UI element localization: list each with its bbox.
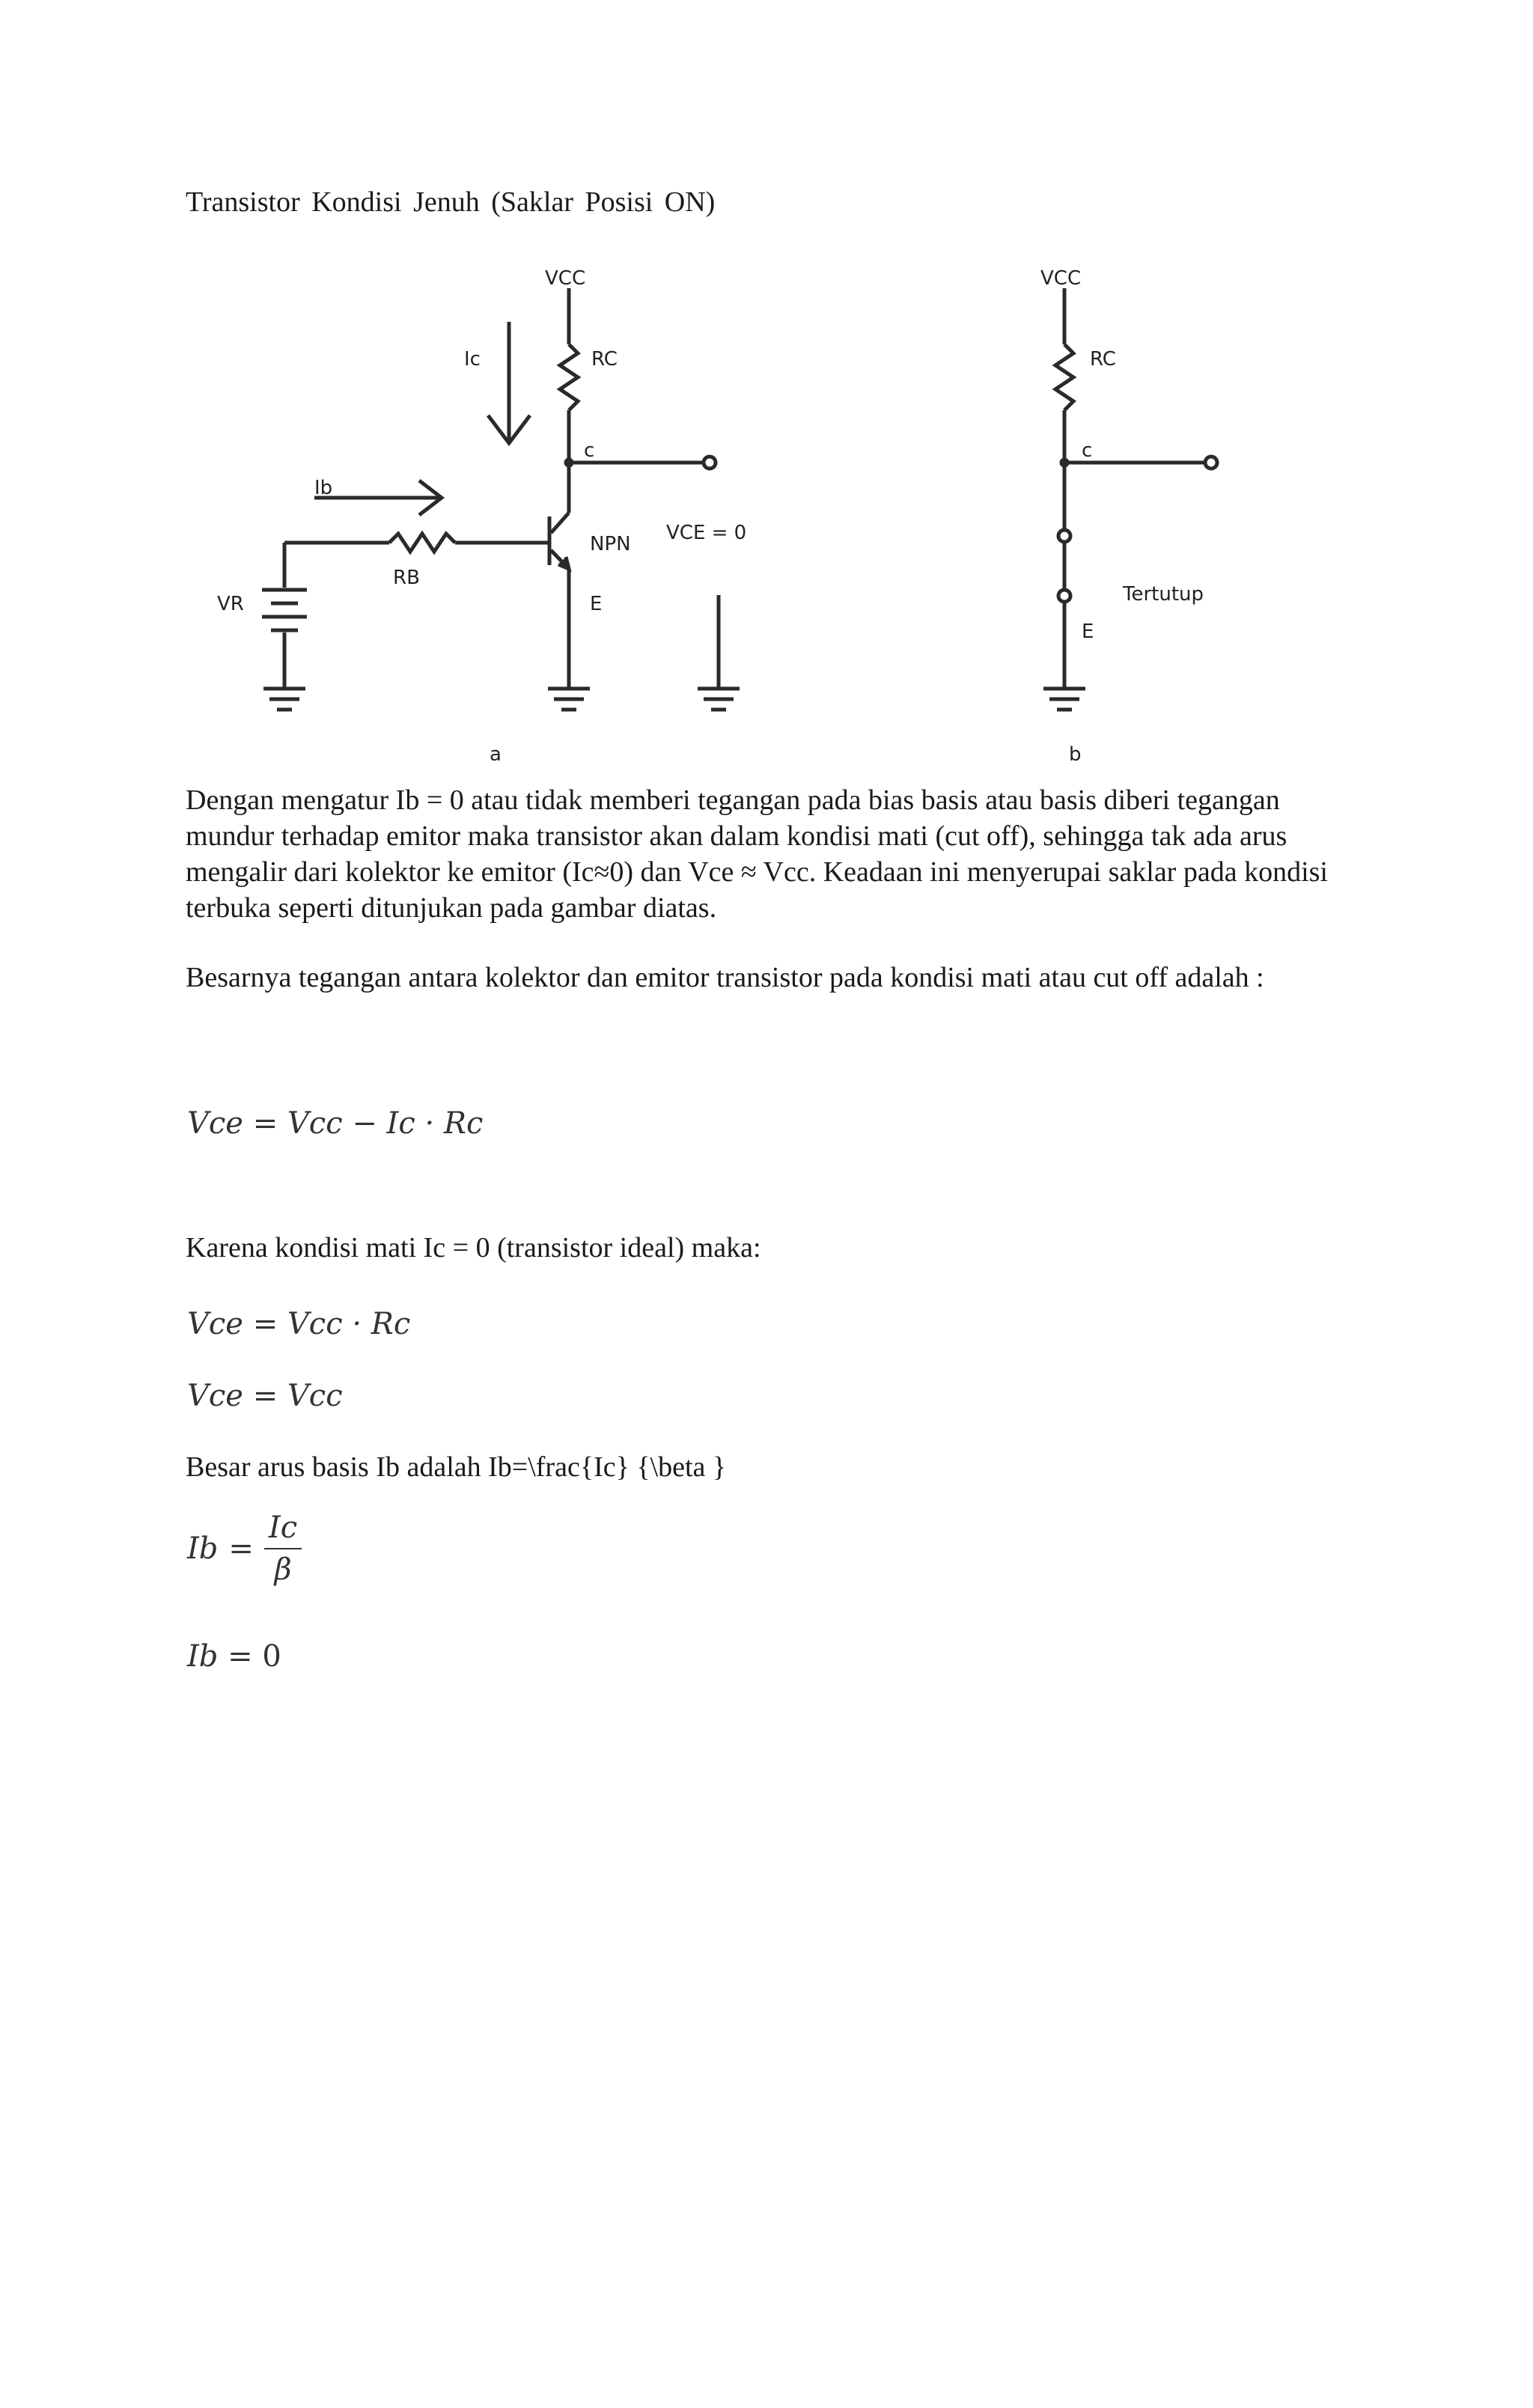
switch-contact-top xyxy=(1058,530,1070,542)
paragraph-base-current: Besar arus basis Ib adalah Ib=\frac{Ic} {\beta } xyxy=(186,1451,727,1483)
eq2-lhs: Vce xyxy=(187,1307,243,1341)
figure-caption-b: b xyxy=(1069,743,1082,766)
collector-terminal-b xyxy=(1205,457,1217,469)
rb-resistor xyxy=(389,534,455,552)
fraction-numerator: Ic xyxy=(264,1511,302,1549)
fraction xyxy=(264,1511,302,1587)
equation-vce-ideal xyxy=(187,1307,410,1341)
c-label-b: c xyxy=(1082,439,1093,462)
eq4-equals: = xyxy=(228,1531,254,1566)
vr-label: VR xyxy=(217,593,244,615)
rc-label-a: RC xyxy=(591,348,618,371)
eq3-lhs: Vce xyxy=(187,1379,243,1413)
eq4-lhs: Ib xyxy=(187,1531,219,1566)
e-label-a: E xyxy=(590,593,603,615)
eq3-equals: = xyxy=(252,1379,278,1413)
rb-label: RB xyxy=(393,567,420,589)
eq5-equals: = xyxy=(228,1639,253,1674)
e-label-b: E xyxy=(1082,621,1094,643)
collector-terminal-a xyxy=(704,457,716,469)
equation-vce-general xyxy=(187,1106,483,1141)
ic-label: Ic xyxy=(464,348,481,371)
circuit-figure xyxy=(202,254,1265,778)
paragraph-vce-intro: Besarnya tegangan antara kolektor dan emitor transistor pada kondisi mati atau cut off adalah : xyxy=(186,962,1264,993)
equation-vce-vcc xyxy=(187,1379,343,1413)
page-title: Transistor Kondisi Jenuh (Saklar Posisi ON) xyxy=(186,186,716,218)
eq2-rhs: Vcc · Rc xyxy=(287,1307,411,1341)
eq1-lhs: Vce xyxy=(187,1106,243,1141)
transistor-collector xyxy=(551,513,569,533)
rc-label-b: RC xyxy=(1090,348,1116,371)
vcc-label-a: VCC xyxy=(545,267,586,290)
rc-resistor-b xyxy=(1055,344,1073,410)
vcc-label-b: VCC xyxy=(1040,267,1082,290)
vce-label: VCE = 0 xyxy=(666,522,747,544)
eq3-rhs: Vcc xyxy=(287,1379,343,1413)
c-label-a: c xyxy=(584,439,595,462)
figure-caption-a: a xyxy=(490,743,502,766)
switch-contact-bottom xyxy=(1058,590,1070,602)
eq1-rhs: Vcc − Ic · Rc xyxy=(287,1106,484,1141)
circuit-a xyxy=(217,267,746,766)
eq5-rhs: 0 xyxy=(262,1639,281,1674)
paragraph-cutoff-explanation: Dengan mengatur Ib = 0 atau tidak memberi tegangan pada bias basis atau basis diberi tegangan mundur terhadap emitor maka transistor akan dalam kondisi mati (cut off), sehingga tak ada arus mengalir dari kolektor ke emitor (Ic≈0) dan Vce ≈ Vcc. Keadaan ini menyerupai saklar pada kondisi terbuka seperti ditunjukan pada gambar diatas. xyxy=(186,784,1328,924)
circuit-b xyxy=(1040,267,1217,766)
eq5-lhs: Ib xyxy=(187,1639,219,1674)
equation-ib-fraction xyxy=(187,1511,302,1587)
tertutup-label: Tertutup xyxy=(1123,583,1204,606)
npn-label: NPN xyxy=(590,533,631,555)
eq1-equals: = xyxy=(252,1106,278,1141)
fraction-denominator: β xyxy=(274,1552,292,1587)
rc-resistor-a xyxy=(560,344,578,410)
ib-label: Ib xyxy=(314,477,333,499)
paragraph-ideal-condition: Karena kondisi mati Ic = 0 (transistor ideal) maka: xyxy=(186,1232,761,1264)
equation-ib-zero xyxy=(187,1639,281,1674)
eq2-equals: = xyxy=(252,1307,278,1341)
